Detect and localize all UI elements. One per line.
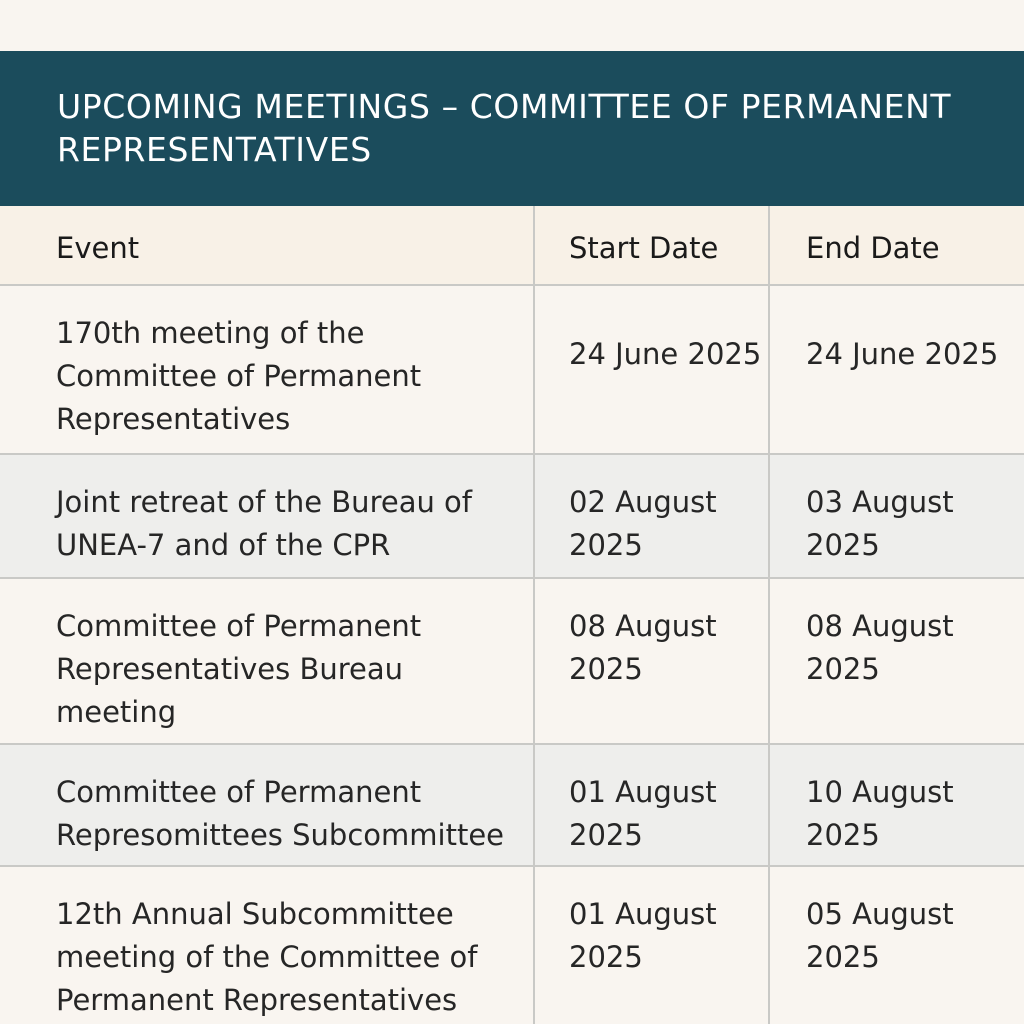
event-cell (0, 454, 534, 578)
page-title: UPCOMING MEETINGS – COMMITTEE OF PERMANENT REPRESENTATIVES (57, 87, 952, 169)
end-date: 03 August 2025 (806, 485, 954, 562)
event-name: Joint retreat of the Bureau of UNEA-7 and of the CPR (56, 485, 473, 562)
event-cell (0, 866, 534, 1024)
event-name: Committee of Permanent Representatives Bureau meeting (56, 609, 422, 729)
end-date: 08 August 2025 (806, 609, 954, 686)
end-date: 24 June 2025 (806, 337, 999, 371)
end-date-cell (769, 285, 1024, 454)
start-date: 24 June 2025 (569, 337, 762, 371)
event-name: 12th Annual Subcommittee meeting of the Committee of Permanent Representatives (56, 897, 478, 1017)
event-name: 170th meeting of the Committee of Permanent Representatives (56, 316, 422, 436)
event-cell (0, 578, 534, 744)
table-row (0, 285, 1024, 454)
event-name: Committee of Permanent Represomittees Subcommittee (56, 775, 504, 852)
column-header-end-date: End Date (769, 206, 1024, 285)
end-date-cell (769, 578, 1024, 744)
start-date: 08 August 2025 (569, 609, 717, 686)
column-header-start-date: Start Date (534, 206, 769, 285)
top-margin (0, 0, 1024, 51)
start-date: 02 August 2025 (569, 485, 717, 562)
start-date: 01 August 2025 (569, 897, 717, 974)
table-row (0, 744, 1024, 866)
end-date-cell (769, 454, 1024, 578)
table-row (0, 578, 1024, 744)
start-date-cell (534, 285, 769, 454)
column-header-event: Event (0, 206, 534, 285)
table-row (0, 866, 1024, 1024)
meetings-table (0, 206, 1024, 1024)
end-date: 10 August 2025 (806, 775, 954, 852)
start-date: 01 August 2025 (569, 775, 717, 852)
event-cell (0, 285, 534, 454)
end-date: 05 August 2025 (806, 897, 954, 974)
end-date-cell (769, 866, 1024, 1024)
start-date-cell (534, 454, 769, 578)
start-date-cell (534, 744, 769, 866)
start-date-cell (534, 578, 769, 744)
start-date-cell (534, 866, 769, 1024)
event-cell (0, 744, 534, 866)
table-row (0, 454, 1024, 578)
table-header-row (0, 206, 1024, 285)
title-banner (0, 51, 1024, 206)
end-date-cell (769, 744, 1024, 866)
